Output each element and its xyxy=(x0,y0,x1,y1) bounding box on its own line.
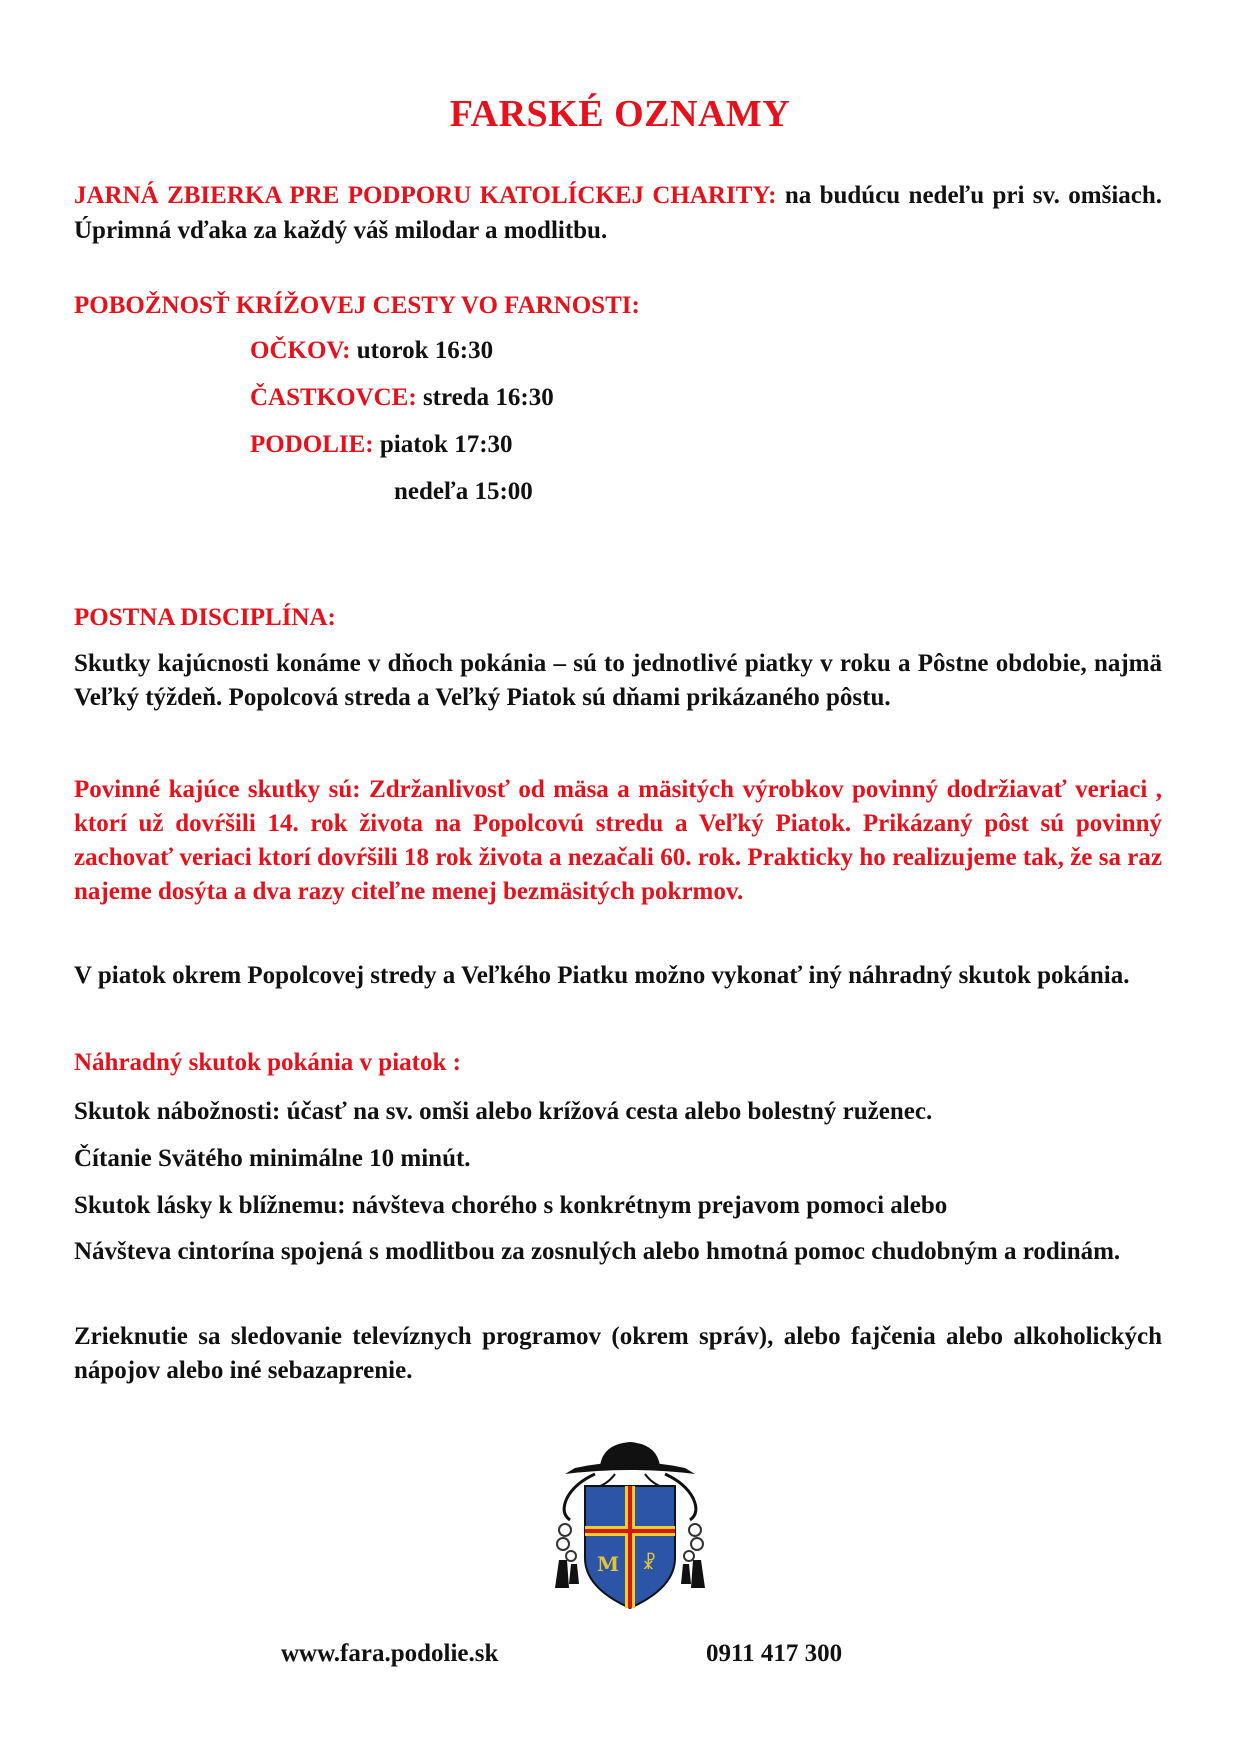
charity-heading: JARNÁ ZBIERKA PRE PODPORU KATOLÍCKEJ CHARITY: xyxy=(74,182,777,209)
substitute-item-5: Zrieknutie sa sledovanie televíznych programov (okrem správ), alebo fajčenia alebo alkoholických nápojov alebo iné sebazaprenie. xyxy=(74,1323,1162,1384)
substitute-item-4: Návšteva cintorína spojená s modlitbou za zosnulých alebo hmotná pomoc chudobným a rodinám. xyxy=(74,1238,1121,1265)
discipline-paragraph-1: Skutky kajúcnosti konáme v dňoch pokánia – sú to jednotlivé piatky v roku a Pôstne obdobie, najmä Veľký týždeň. Popolcová streda a Veľký Piatok sú dňami prikázaného pôstu. xyxy=(74,650,1162,711)
station-place: ČASTKOVCE: xyxy=(250,384,417,411)
discipline-paragraph-2: Povinné kajúce skutky sú: Zdržanlivosť od mäsa a mäsitých výrobkov povinný dodržiavať veriaci , ktorí už dovŕšili 14. rok života na Popolcovú stredu a Veľký Piatok. Prikázaný pôst sú povinný zachovať veriaci ktorí dovŕšili 18 rok života a nezačali 60. rok. Prakticky ho realizujeme tak, že sa raz najeme dosýta a dva razy citeľne menej bezmäsitých pokrmov. xyxy=(74,776,1162,905)
parish-crest-icon xyxy=(545,1438,715,1613)
discipline-paragraph-3: V piatok okrem Popolcovej stredy a Veľkého Piatku možno vykonať iný náhradný skutok pokánia. xyxy=(74,962,1130,989)
crest-symbol: ☧ xyxy=(642,1553,657,1574)
website-link[interactable]: www.fara.podolie.sk xyxy=(281,1640,499,1667)
substitute-item-3: Skutok lásky k blížnemu: návšteva chorého s konkrétnym prejavom pomoci alebo xyxy=(74,1192,948,1219)
station-extra-time: nedeľa 15:00 xyxy=(394,478,533,505)
discipline-heading: POSTNA DISCIPLÍNA: xyxy=(74,604,336,631)
substitute-heading: Náhradný skutok pokánia v piatok : xyxy=(74,1049,461,1076)
station-row xyxy=(250,333,493,368)
station-row xyxy=(250,427,513,462)
substitute-item-2: Čítanie Svätého minimálne 10 minút. xyxy=(74,1145,471,1172)
station-place: PODOLIE: xyxy=(250,431,374,458)
station-row xyxy=(250,380,554,415)
phone-number: 0911 417 300 xyxy=(706,1640,843,1667)
charity-announcement xyxy=(74,178,1162,248)
page-title: FARSKÉ OZNAMY xyxy=(449,93,791,135)
station-place: OČKOV: xyxy=(250,337,351,364)
crest-letters: M xyxy=(597,1552,620,1576)
stations-heading: POBOŽNOSŤ KRÍŽOVEJ CESTY VO FARNOSTI: xyxy=(74,292,640,319)
station-time: streda 16:30 xyxy=(416,384,554,411)
station-time: utorok 16:30 xyxy=(350,337,494,364)
station-time: piatok 17:30 xyxy=(373,431,513,458)
charity-text: na budúcu nedeľu pri sv. omšiach. Úprimná vďaka za každý váš milodar a modlitbu. xyxy=(74,182,1163,244)
substitute-item-1: Skutok nábožnosti: účasť na sv. omši alebo krížová cesta alebo bolestný ruženec. xyxy=(74,1098,933,1125)
